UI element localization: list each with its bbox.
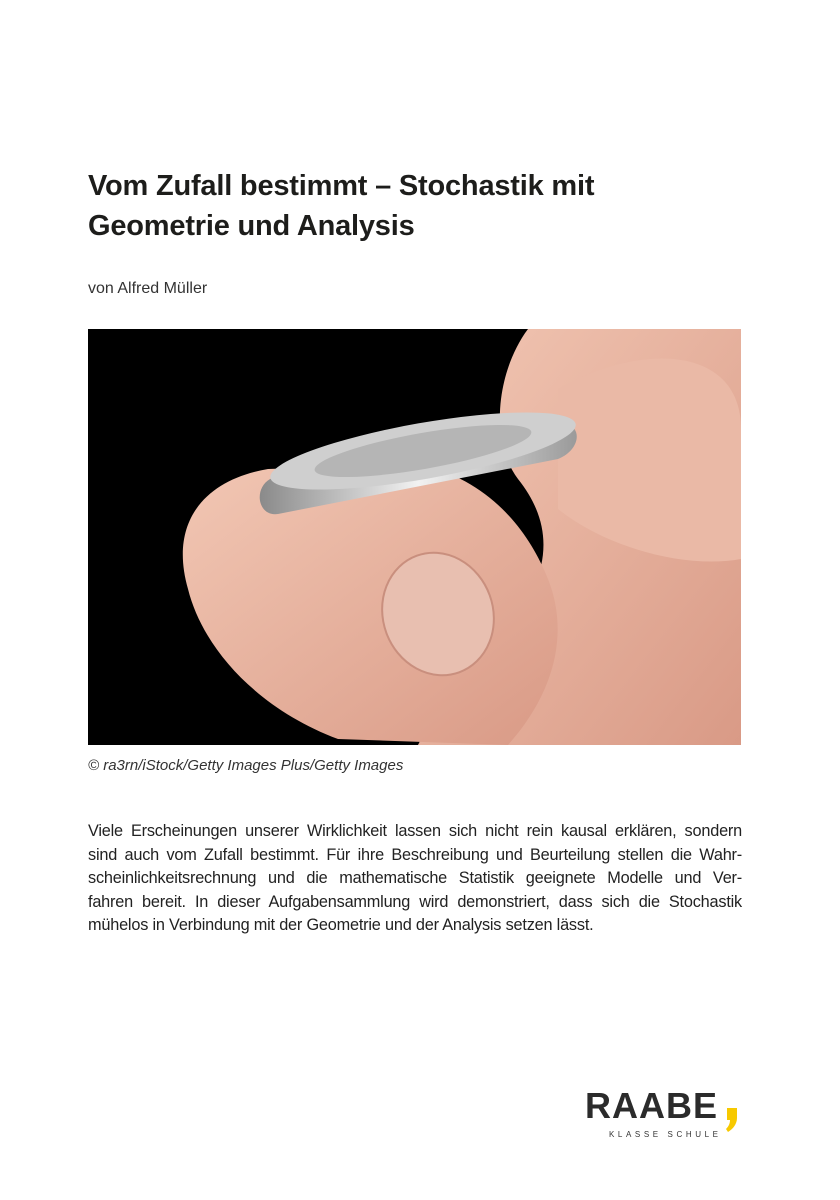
author-line: von Alfred Müller <box>88 280 208 297</box>
title-line: Geometrie und Analysis <box>88 210 415 242</box>
logo-wordmark: RAABE <box>585 1085 719 1126</box>
paragraph-line: scheinlichkeitsrechnung und die mathematische Statistik geeignete Modelle und Ver- <box>88 869 742 887</box>
paragraph-line: Viele Erscheinungen unserer Wirklichkeit lassen sich nicht rein kausal erklären, sondern <box>88 822 742 840</box>
logo-comma-icon <box>725 1108 737 1132</box>
paragraph-line: fahren bereit. In dieser Aufgabensammlung wird demonstriert, dass sich die Stochastik <box>88 892 742 911</box>
raabe-logo <box>585 1085 755 1146</box>
logo-tagline: KLASSE SCHULE <box>609 1130 722 1139</box>
cover-photo <box>88 329 741 745</box>
intro-paragraph <box>88 820 742 938</box>
paragraph-line: mühelos in Verbindung mit der Geometrie und der Analysis setzen lässt. <box>88 916 594 934</box>
page-title <box>88 166 594 246</box>
paragraph-line: sind auch vom Zufall bestimmt. Für ihre Beschreibung und Beurteilung stellen die Wahr- <box>88 845 742 864</box>
title-line: Vom Zufall bestimmt – Stochastik mit <box>88 170 595 202</box>
photo-caption: © ra3rn/iStock/Getty Images Plus/Getty Images <box>88 757 404 774</box>
